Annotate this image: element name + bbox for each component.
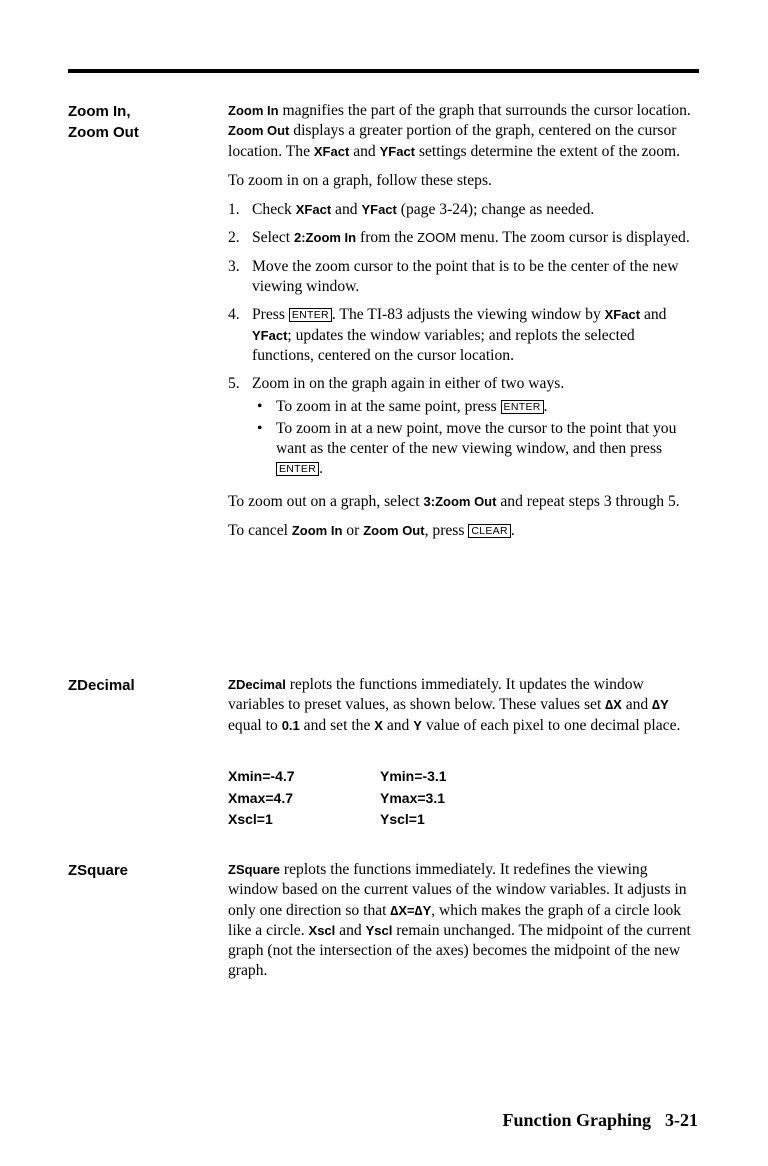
table-row: Xmin=-4.7 Ymin=-3.1 [228, 768, 447, 784]
zoom-intro-paragraph: Zoom In magnifies the part of the graph that surrounds the cursor location. Zoom Out displays a greater portion of the graph, centered on the cursor location. The XFact and YFact settings determine the extent of the zoom. [228, 102, 691, 160]
zoom-out-paragraph: To zoom out on a graph, select 3:Zoom Out and repeat steps 3 through 5. [228, 492, 680, 510]
zdecimal-values-table [228, 766, 628, 831]
enter-key: ENTER [289, 308, 332, 322]
zoom-steps-list [228, 200, 698, 480]
zoom-again-bullets [252, 397, 698, 480]
term-zsquare: ZSquare [68, 862, 129, 879]
page-number: 3-21 [665, 1110, 698, 1130]
term-zdecimal: ZDecimal [68, 677, 135, 694]
zdecimal-paragraph: ZDecimal replots the functions immediately. It updates the window variables to preset values, as shown below. These values set ∆X and ∆Y equal to 0.1 and set the X and Y value of each pixel to one decimal place. [228, 676, 681, 734]
zdecimal-section-body [228, 675, 698, 745]
list-item: 1. Check XFact and YFact (page 3-24); change as needed. [228, 201, 595, 219]
zsquare-section-body [228, 860, 698, 991]
term-zoom-in-out [68, 101, 139, 143]
list-item: 5. Zoom in on the graph again in either of two ways. • To zoom in at the same point, press ENTER . • To zoom in at a new point, move the cursor to the point that you want as the center of the new viewing window, and then press ENTER . [228, 374, 698, 479]
list-item: • To zoom in at the same point, press ENTER . [257, 397, 548, 415]
zoom-section-body [228, 101, 698, 550]
page-footer [502, 1110, 698, 1131]
zsquare-paragraph: ZSquare replots the functions immediately. It redefines the viewing window based on the current values of the window variables. It adjusts in only one direction so that ∆X=∆Y, which makes the graph of a circle look like a circle. Xscl and Yscl remain unchanged. The midpoint of the current graph (not the intersection of the axes) becomes the midpoint of the new graph. [228, 861, 691, 980]
list-item: 4. Press ENTER . The TI-83 adjusts the viewing window by XFact and YFact; updates the window variables; and replots the selected functions, centered on the cursor location. [228, 306, 667, 364]
cancel-paragraph: To cancel Zoom In or Zoom Out, press CLEAR . [228, 522, 515, 540]
list-item: • To zoom in at a new point, move the cursor to the point that you want as the center of the new viewing window, and then press ENTER . [257, 419, 677, 478]
enter-key: ENTER [276, 462, 319, 476]
table-row: Xmax=4.7 Ymax=3.1 [228, 789, 445, 806]
term-zoom-in: Zoom In, [68, 103, 131, 120]
top-rule [68, 69, 699, 73]
list-item: 3. Move the zoom cursor to the point that is to be the center of the new viewing window. [228, 257, 679, 296]
term-zoom-out: Zoom Out [68, 124, 139, 141]
enter-key: ENTER [501, 400, 544, 414]
list-item: 2. Select 2:Zoom In from the ZOOM menu. The zoom cursor is displayed. [228, 229, 690, 247]
table-row: Xscl=1 Yscl=1 [228, 811, 425, 827]
steps-intro: To zoom in on a graph, follow these steps. [228, 171, 492, 189]
clear-key: CLEAR [468, 524, 511, 538]
footer-title: Function Graphing [502, 1110, 651, 1130]
